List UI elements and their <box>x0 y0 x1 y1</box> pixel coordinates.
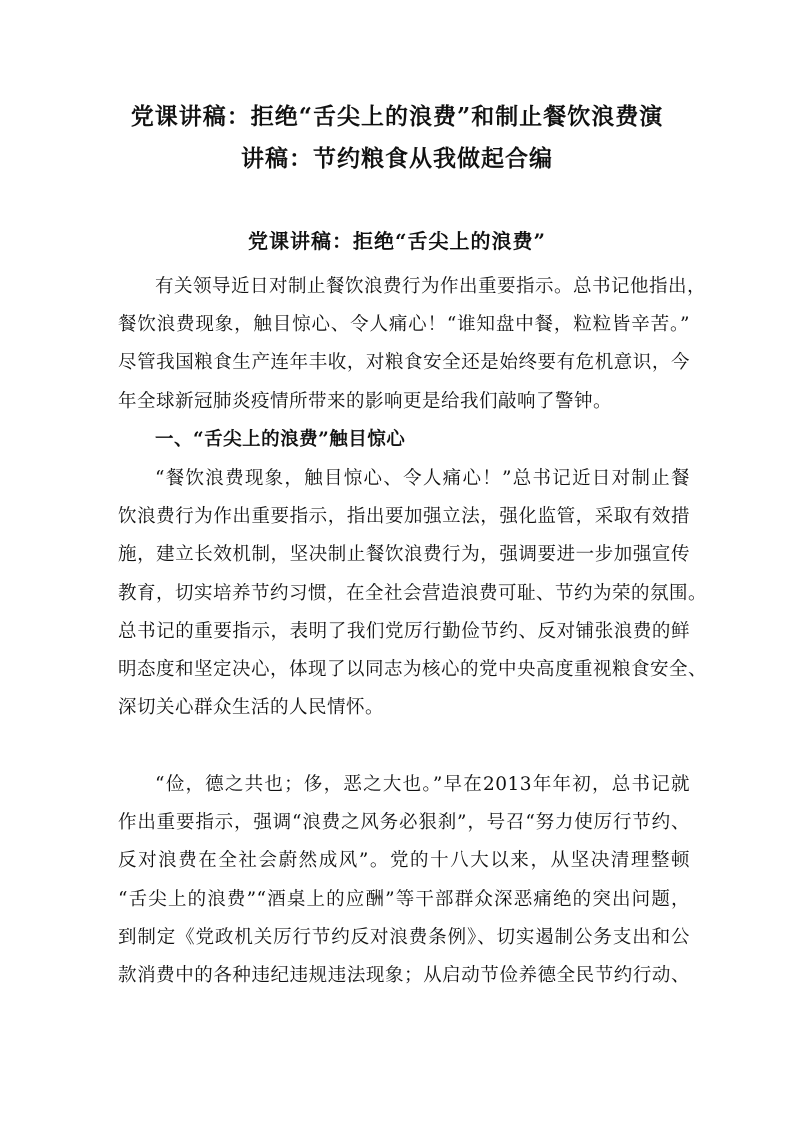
paragraph-line: 到制定《党政机关厉行节约反对浪费条例》、切实遏制公务支出和公 <box>118 926 690 948</box>
subheading-shocking-waste: 一、“舌尖上的浪费”触目惊心 <box>155 429 406 450</box>
paragraph-line: 反对浪费在全社会蔚然成风”。党的十八大以来，从坚决清理整顿 <box>118 850 690 872</box>
document-title-line-2: 讲稿：节约粮食从我做起合编 <box>241 145 553 172</box>
paragraph-line: “舌尖上的浪费”“酒桌上的应酬”等干部群众深恶痛绝的突出问题， <box>118 888 690 910</box>
paragraph-line: 款消费中的各种违纪违规违法现象；从启动节俭养德全民节约行动、 <box>118 964 690 986</box>
paragraph-line: 有关领导近日对制止餐饮浪费行为作出重要指示。总书记他指出， <box>155 276 707 297</box>
paragraph-line: 年全球新冠肺炎疫情所带来的影响更是给我们敲响了警钟。 <box>118 390 613 412</box>
paragraph-line: 尽管我国粮食生产连年丰收，对粮食安全还是始终要有危机意识，今 <box>118 352 690 374</box>
paragraph-line: 教育，切实培养节约习惯，在全社会营造浪费可耻、节约为荣的氛围。 <box>118 582 708 604</box>
paragraph-line: 餐饮浪费现象，触目惊心、令人痛心！“谁知盘中餐，粒粒皆辛苦。” <box>118 314 690 336</box>
paragraph-line: 明态度和坚定决心，体现了以同志为核心的党中央高度重视粮食安全、 <box>118 658 708 680</box>
subheading-block <box>118 421 690 459</box>
paragraph-line: 深切关心群众生活的人民情怀。 <box>118 697 385 719</box>
section-title: 党课讲稿：拒绝“舌尖上的浪费” <box>247 229 546 253</box>
paragraph-line: 作出重要指示，强调“浪费之风务必狠刹”，号召“努力使厉行节约、 <box>118 812 690 834</box>
paragraph-line: 饮浪费行为作出重要指示，指出要加强立法，强化监管，采取有效措 <box>118 506 690 528</box>
paragraph-line: “俭，德之共也；侈，恶之大也。”早在2013年年初，总书记就 <box>155 774 690 795</box>
paragraph-instructions <box>118 460 708 727</box>
document-title <box>110 96 684 180</box>
paragraph-frugality <box>118 766 690 995</box>
paragraph-line: 总书记的重要指示，表明了我们党厉行勤俭节约、反对铺张浪费的鲜 <box>118 620 690 642</box>
paragraph-intro <box>118 268 707 421</box>
document-title-line-1: 党课讲稿：拒绝“舌尖上的浪费”和制止餐饮浪费演 <box>130 103 664 130</box>
paragraph-line: “餐饮浪费现象，触目惊心、令人痛心！”总书记近日对制止餐 <box>155 468 690 489</box>
paragraph-line: 施，建立长效机制，坚决制止餐饮浪费行为，强调要进一步加强宣传 <box>118 544 690 566</box>
